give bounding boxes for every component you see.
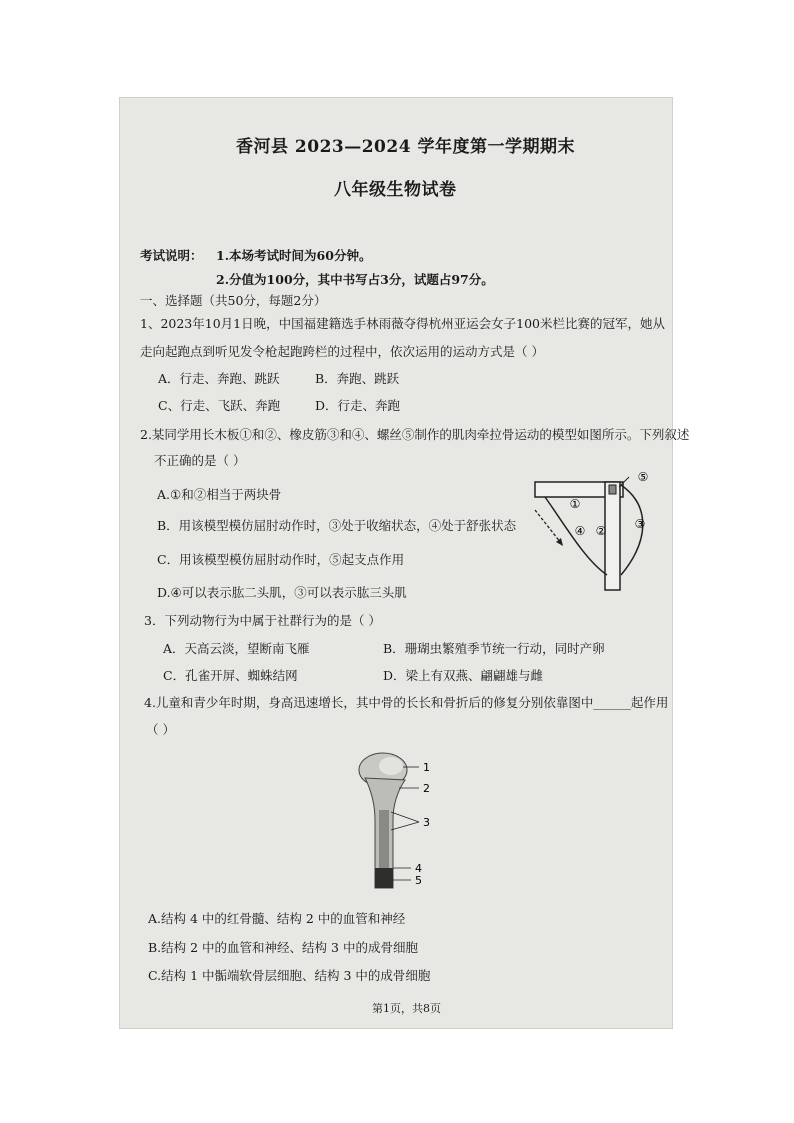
q2-option-c: C．用该模型模仿屈肘动作时，⑤起支点作用: [157, 552, 405, 567]
instructions-line1: 1.本场考试时间为60分钟。: [216, 248, 372, 263]
q2-figure-label-5: ⑤: [637, 470, 649, 484]
q1-stem-line2: 走向起跑点到听见发令枪起跑跨栏的过程中，依次运用的运动方式是（ ）: [140, 344, 544, 359]
instructions-label: 考试说明：: [140, 248, 203, 263]
q4-figure-label-3: 3: [423, 816, 430, 829]
q4-figure-label-4: 4: [415, 862, 422, 875]
q1-option-b: B．奔跑、跳跃: [315, 371, 400, 386]
q4-figure-label-1: 1: [423, 761, 430, 774]
q2-figure-label-1: ①: [569, 497, 581, 511]
q3-option-d: D．梁上有双燕、翩翩雄与雌: [383, 668, 544, 683]
page-number: 第1页，共8页: [372, 1002, 441, 1015]
muscle-model-figure: [525, 465, 660, 600]
q2-option-a: A.①和②相当于两块骨: [157, 487, 282, 502]
q2-option-b: B．用该模型模仿屈肘动作时，③处于收缩状态，④处于舒张状态: [157, 518, 517, 533]
exam-subtitle: 八年级生物试卷: [334, 180, 457, 200]
section-heading: 一、选择题（共50分，每题2分）: [140, 293, 327, 308]
q3-option-c: C．孔雀开屏、蜘蛛结网: [163, 668, 298, 683]
q4-option-c: C.结构 1 中骺端软骨层细胞、结构 3 中的成骨细胞: [148, 968, 431, 983]
q2-figure-label-2: ②: [595, 524, 607, 538]
q4-stem-line1: 4.儿童和青少年时期，身高迅速增长，其中骨的长长和骨折后的修复分别依靠图中______起作用: [144, 695, 669, 710]
q2-figure-label-4: ④: [574, 524, 586, 538]
q3-stem: 3．下列动物行为中属于社群行为的是（ ）: [144, 613, 381, 628]
q2-option-d: D.④可以表示肱二头肌，③可以表示肱三头肌: [157, 585, 407, 600]
q2-stem-line2: 不正确的是（ ）: [154, 453, 246, 468]
q1-option-d: D．行走、奔跑: [315, 398, 401, 413]
q3-option-a: A．天高云淡，望断南飞雁: [163, 641, 310, 656]
q3-option-b: B．珊瑚虫繁殖季节统一行动，同时产卵: [383, 641, 605, 656]
exam-title: 香河县 2023—2024 学年度第一学期期末: [236, 137, 575, 157]
q1-stem-line1: 1、2023年10月1日晚，中国福建籍选手林雨薇夺得杭州亚运会女子100米栏比赛的冠军，她从: [140, 316, 665, 331]
q1-option-c: C、行走、飞跃、奔跑: [158, 398, 281, 413]
long-bone-figure: [355, 750, 445, 895]
q4-figure-label-5: 5: [415, 874, 422, 887]
q2-figure-label-3: ③: [634, 517, 646, 531]
q1-option-a: A．行走、奔跑、跳跃: [158, 371, 280, 386]
q4-stem-line2: （ ）: [146, 722, 175, 737]
q4-option-b: B.结构 2 中的血管和神经、结构 3 中的成骨细胞: [148, 940, 418, 955]
q4-option-a: A.结构 4 中的红骨髓、结构 2 中的血管和神经: [148, 911, 406, 926]
q2-stem-line1: 2.某同学用长木板①和②、橡皮筋③和④、螺丝⑤制作的肌肉牵拉骨运动的模型如图所示。下列叙述: [140, 427, 690, 442]
instructions-line2: 2.分值为100分，其中书写占3分，试题占97分。: [216, 272, 494, 287]
q4-figure-label-2: 2: [423, 782, 430, 795]
